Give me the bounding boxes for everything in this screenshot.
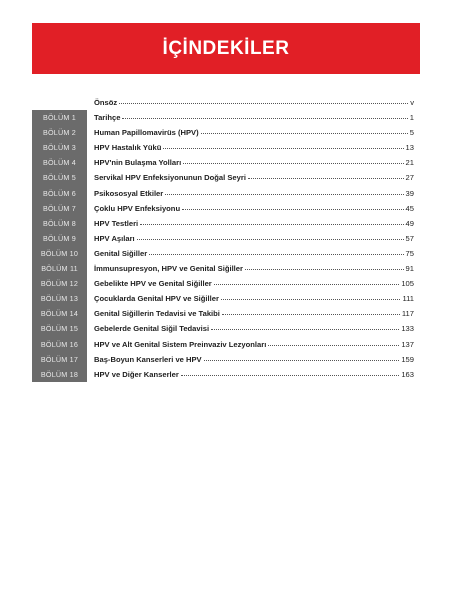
chapter-number: BÖLÜM 18 — [40, 369, 79, 379]
toc-entry-page: 39 — [405, 188, 414, 198]
toc-entry-title: HPV Testleri — [94, 218, 139, 228]
chapter-number: BÖLÜM 7 — [43, 203, 76, 213]
toc-row[interactable] — [32, 367, 420, 382]
chapter-number: BÖLÜM 4 — [43, 158, 76, 168]
chapter-number: BÖLÜM 17 — [40, 354, 79, 364]
chapter-number: BÖLÜM 1 — [43, 113, 76, 122]
toc-entry-title: Psikososyal Etkiler — [94, 188, 164, 198]
toc-row[interactable] — [32, 216, 420, 231]
dot-leader — [211, 329, 399, 330]
toc-entry-page: 91 — [405, 264, 414, 273]
dot-leader — [122, 118, 407, 119]
toc-entry-title: Baş-Boyun Kanserleri ve HPV — [94, 354, 202, 364]
toc-entry-page: 5 — [409, 128, 414, 138]
toc-entry-title: Servikal HPV Enfeksiyonunun Doğal Seyri — [94, 173, 246, 183]
chapter-number: BÖLÜM 2 — [43, 128, 76, 138]
dot-leader — [163, 148, 403, 149]
dot-leader — [248, 178, 404, 179]
chapter-number: BÖLÜM 15 — [40, 324, 79, 334]
page-title: İÇİNDEKİLER — [162, 37, 290, 59]
toc-entry — [94, 279, 414, 288]
dot-leader — [119, 103, 408, 104]
toc-row[interactable] — [32, 306, 420, 321]
toc-entry — [94, 249, 414, 258]
toc-entry — [94, 324, 414, 333]
toc-entry-title: HPV Aşıları — [94, 233, 135, 243]
chapter-number: BÖLÜM 10 — [40, 248, 79, 258]
toc-entry-title: Genital Siğillerin Tedavisi ve Takibi — [94, 309, 220, 319]
toc-entry — [94, 173, 414, 182]
toc-entry-title: İmmunsupresyon, HPV ve Genital Siğiller — [94, 264, 243, 273]
toc-entry-title: Önsöz — [94, 98, 118, 107]
toc-entry — [94, 219, 414, 228]
toc-entry-title: Tarihçe — [94, 113, 121, 122]
toc-entry — [94, 355, 414, 364]
toc-entry-title: Çoklu HPV Enfeksiyonu — [94, 203, 181, 213]
dot-leader — [201, 133, 408, 134]
dot-leader — [221, 299, 401, 300]
toc-entry-page: 111 — [402, 294, 414, 304]
toc-row[interactable] — [32, 231, 420, 246]
toc-entry — [94, 309, 414, 318]
toc-entry-page: 117 — [401, 309, 414, 319]
toc-row[interactable] — [32, 140, 420, 155]
toc-row[interactable] — [32, 170, 420, 185]
toc-entry-title: Human Papillomavirüs (HPV) — [94, 128, 199, 138]
toc-row[interactable] — [32, 186, 420, 201]
header-banner — [32, 23, 420, 74]
dot-leader — [268, 345, 399, 346]
chapter-number: BÖLÜM 5 — [43, 173, 76, 183]
toc-row[interactable] — [32, 125, 420, 140]
dot-leader — [181, 375, 399, 376]
dot-leader — [204, 360, 400, 361]
dot-leader — [165, 194, 403, 195]
toc-entry — [94, 234, 414, 243]
dot-leader — [140, 224, 403, 225]
toc-row[interactable] — [32, 337, 420, 352]
toc-row[interactable] — [32, 246, 420, 261]
toc-entry-page: 13 — [405, 143, 414, 153]
chapter-number: BÖLÜM 13 — [40, 294, 79, 304]
toc-row[interactable] — [32, 110, 420, 125]
chapter-number: BÖLÜM 8 — [43, 218, 76, 228]
toc-entry — [94, 158, 414, 167]
toc-row[interactable] — [32, 201, 420, 216]
toc-entry-title: Genital Siğiller — [94, 248, 148, 258]
toc-entry — [94, 143, 414, 152]
chapter-number: BÖLÜM 11 — [41, 264, 78, 273]
toc-row[interactable] — [32, 276, 420, 291]
dot-leader — [137, 239, 404, 240]
toc-entry-page: 21 — [405, 158, 414, 168]
toc-entry-page: 57 — [405, 233, 414, 243]
toc-row[interactable] — [32, 352, 420, 367]
chapter-number: BÖLÜM 9 — [43, 233, 76, 243]
toc-row[interactable] — [32, 155, 420, 170]
toc-entry-page: 27 — [405, 173, 414, 183]
toc-entry-title: HPV'nin Bulaşma Yolları — [94, 158, 182, 168]
toc-entry-page: v — [410, 98, 414, 107]
toc-entry-page: 1 — [409, 113, 414, 122]
toc-row[interactable] — [32, 291, 420, 306]
toc-entry — [94, 294, 414, 303]
chapter-number: BÖLÜM 12 — [40, 279, 79, 289]
toc-entry — [94, 113, 414, 122]
toc-entry-page: 163 — [401, 369, 414, 379]
chapter-number: BÖLÜM 6 — [43, 188, 76, 198]
toc-entry-title: Gebelikte HPV ve Genital Siğiller — [94, 279, 212, 289]
toc-entry-title: Gebelerde Genital Siğil Tedavisi — [94, 324, 210, 334]
toc-row[interactable] — [32, 321, 420, 336]
toc-entry-title: HPV Hastalık Yükü — [94, 143, 162, 153]
toc-entry — [94, 189, 414, 198]
chapter-number: BÖLÜM 3 — [43, 143, 76, 153]
dot-leader — [222, 314, 400, 315]
toc-entry — [94, 204, 414, 213]
dot-leader — [149, 254, 403, 255]
chapter-number: BÖLÜM 16 — [40, 339, 79, 349]
toc-entry-title: HPV ve Diğer Kanserler — [94, 369, 179, 379]
toc-entry-title: HPV ve Alt Genital Sistem Preinvaziv Lezyonları — [94, 339, 267, 349]
toc-entry-title: Çocuklarda Genital HPV ve Siğiller — [94, 294, 219, 304]
dot-leader — [183, 163, 403, 164]
toc-entry-page: 137 — [401, 339, 414, 349]
toc-entry — [94, 370, 414, 379]
toc-entry-page: 49 — [405, 218, 414, 228]
toc-entry — [94, 340, 414, 349]
toc-entry-page: 45 — [405, 203, 414, 213]
toc-entry-page: 159 — [401, 354, 414, 364]
dot-leader — [214, 284, 400, 285]
dot-leader — [245, 269, 404, 270]
toc-row[interactable] — [32, 261, 420, 276]
toc-entry-page: 75 — [405, 248, 414, 258]
toc-entry — [94, 98, 414, 107]
toc-entry — [94, 128, 414, 137]
toc-entry-page: 133 — [401, 324, 414, 334]
toc-entry-page: 105 — [401, 279, 414, 289]
toc-entry — [94, 264, 414, 273]
chapter-number: BÖLÜM 14 — [40, 309, 79, 319]
dot-leader — [182, 209, 403, 210]
toc-row-preface[interactable] — [32, 95, 420, 110]
